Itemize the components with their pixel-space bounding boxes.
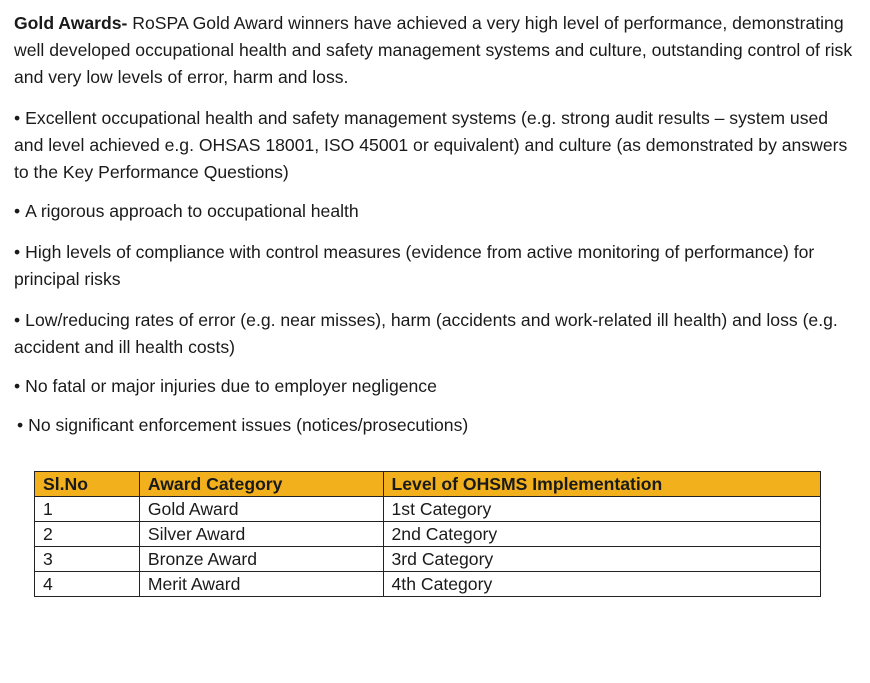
bullet-dot: •	[14, 242, 21, 262]
header-award-category: Award Category	[139, 472, 383, 497]
cell-sl-no: 1	[35, 497, 140, 522]
bullet-item	[14, 307, 854, 361]
table-row	[35, 547, 821, 572]
cell-award-category: Merit Award	[139, 572, 383, 597]
bullet-dot: •	[14, 376, 21, 396]
bullet-dot: •	[17, 415, 24, 435]
bullet-text: Low/reducing rates of error (e.g. near misses), harm (accidents and work-related ill health) and loss (e.g. accident and ill health costs)	[14, 310, 838, 357]
bullet-text: Excellent occupational health and safety management systems (e.g. strong audit results – system used and level achieved e.g. OHSAS 18001, ISO 45001 or equivalent) and culture (as demonstrated by answers to the Key Performance Questions)	[14, 108, 848, 182]
bullet-item	[14, 373, 854, 400]
cell-ohsms-level: 1st Category	[383, 497, 820, 522]
bullet-text: No significant enforcement issues (notices/prosecutions)	[28, 415, 469, 435]
bullet-item	[14, 105, 854, 186]
header-sl-no: Sl.No	[35, 472, 140, 497]
table-header-row	[35, 472, 821, 497]
bullet-dot: •	[14, 310, 21, 330]
bullet-item	[14, 239, 854, 293]
intro-text: RoSPA Gold Award winners have achieved a very high level of performance, demonstrating well developed occupational health and safety management systems and culture, outstanding control of risk and very low levels of error, harm and loss.	[14, 13, 853, 87]
cell-award-category: Gold Award	[139, 497, 383, 522]
cell-sl-no: 2	[35, 522, 140, 547]
intro-paragraph	[14, 10, 854, 91]
cell-ohsms-level: 3rd Category	[383, 547, 820, 572]
bullet-dot: •	[14, 201, 21, 221]
cell-ohsms-level: 4th Category	[383, 572, 820, 597]
cell-sl-no: 4	[35, 572, 140, 597]
header-ohsms-level: Level of OHSMS Implementation	[383, 472, 820, 497]
cell-sl-no: 3	[35, 547, 140, 572]
bullet-item	[14, 412, 854, 439]
bullet-text: High levels of compliance with control measures (evidence from active monitoring of performance) for principal risks	[14, 242, 815, 289]
cell-award-category: Bronze Award	[139, 547, 383, 572]
bullet-item	[14, 198, 854, 225]
cell-award-category: Silver Award	[139, 522, 383, 547]
bullet-dot: •	[14, 108, 21, 128]
bullet-text: No fatal or major injuries due to employer negligence	[25, 376, 437, 396]
cell-ohsms-level: 2nd Category	[383, 522, 820, 547]
table-row	[35, 522, 821, 547]
table-row	[35, 497, 821, 522]
awards-table	[34, 471, 821, 597]
intro-lead: Gold Awards-	[14, 13, 128, 33]
table-row	[35, 572, 821, 597]
bullet-text: A rigorous approach to occupational health	[25, 201, 359, 221]
document-body	[14, 10, 854, 439]
